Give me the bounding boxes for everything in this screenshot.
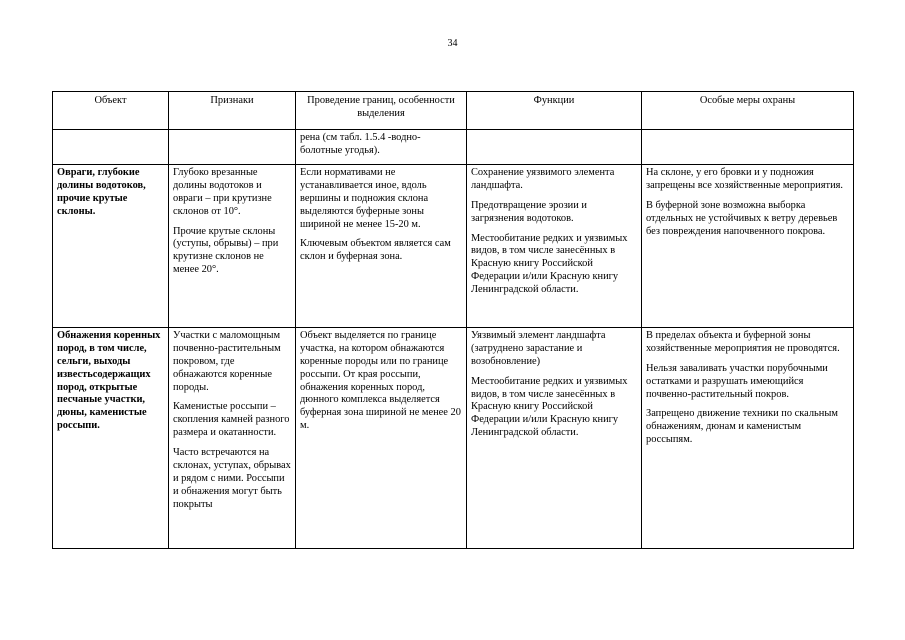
object-name: Овраги, глубокие долины водотоков, прочие крутые склоны. [57, 167, 146, 217]
table-row [53, 328, 854, 549]
object-name: Обнажения коренных пород, в том числе, сельги, выходы известьсодержащих пород, открытые песчаные участки, дюны, каменистые россыпи. [57, 330, 161, 432]
cell-boundaries [296, 130, 467, 165]
functions-paragraph: Сохранение уязвимого элемента ландшафта. [471, 167, 615, 191]
features-paragraph: Участки с маломощным почвенно-растительным покровом, где обнажаются коренные породы. [173, 330, 281, 393]
cell-measures [642, 165, 854, 328]
measures-paragraph: Запрещено движение техники по скальным обнажениям, дюнам и каменистым россыпям. [646, 408, 838, 446]
cell-measures [642, 328, 854, 549]
protection-measures-table [52, 91, 854, 549]
cell-features [169, 328, 296, 549]
features-paragraph: Глубоко врезанные долины водотоков и овраги – при крутизне склонов от 10°. [173, 167, 272, 217]
header-features: Признаки [169, 92, 296, 130]
cell-measures [642, 130, 854, 165]
table-header-row [53, 92, 854, 130]
features-paragraph: Часто встречаются на склонах, уступах, обрывах и рядом с ними. Россыпи и обнажения могут быть покрыты [173, 447, 291, 510]
cell-functions [467, 130, 642, 165]
cell-object [53, 328, 169, 549]
header-functions: Функции [467, 92, 642, 130]
cell-object [53, 165, 169, 328]
measures-paragraph: В буферной зоне возможна выборка отдельных не устойчивых к ветру деревьев без повреждения напочвенного покрова. [646, 199, 838, 237]
boundaries-paragraph: Если нормативами не устанавливается иное, вдоль вершины и подножия склона выделяются буферные зоны шириной не менее 15-20 м. [300, 167, 429, 230]
boundaries-paragraph: Объект выделяется по границе участка, на котором обнажаются коренные породы или по границе россыпи. От края россыпи, обнажения коренных пород, дюнного комплекса выделяется буферная зона шириной не менее 20 м. [300, 330, 461, 432]
header-boundaries: Проведение границ, особенности выделения [296, 92, 467, 130]
features-paragraph: Прочие крутые склоны (уступы, обрывы) – при крутизне склонов не менее 20°. [173, 225, 279, 276]
functions-paragraph: Уязвимый элемент ландшафта (затруднено зарастание и возобновление) [471, 330, 606, 367]
cell-text: рена (см табл. 1.5.4 -водно-болотные угодья). [300, 132, 421, 156]
page-number: 34 [447, 38, 458, 49]
cell-features [169, 165, 296, 328]
measures-paragraph: На склоне, у его бровки и у подножия запрещены все хозяйственные мероприятия. [646, 167, 844, 191]
header-object: Объект [53, 92, 169, 130]
boundaries-paragraph: Ключевым объектом является сам склон и буферная зона. [300, 238, 451, 263]
functions-paragraph: Предотвращение эрозии и загрязнения водотоков. [471, 199, 587, 224]
cell-features [169, 130, 296, 165]
cell-boundaries [296, 328, 467, 549]
cell-functions [467, 165, 642, 328]
measures-paragraph: Нельзя заваливать участки порубочными остатками и разрушать имеющийся почвенно-растительный покров. [646, 362, 828, 400]
cell-functions [467, 328, 642, 549]
functions-paragraph: Местообитание редких и уязвимых видов, в том числе занесённых в Красную книгу Российской Федерации и/или Красную книгу Ленинградской области. [471, 375, 628, 439]
table-row [53, 165, 854, 328]
functions-paragraph: Местообитание редких и уязвимых видов, в том числе занесённых в Красную книгу Российской Федерации и/или Красную книгу Ленинградской области. [471, 232, 628, 296]
header-measures: Особые меры охраны [642, 92, 854, 130]
features-paragraph: Каменистые россыпи – скопления камней разного размера и окатанности. [173, 401, 290, 439]
cell-object [53, 130, 169, 165]
table-row-continuation [53, 130, 854, 165]
cell-boundaries [296, 165, 467, 328]
measures-paragraph: В пределах объекта и буферной зоны хозяйственные мероприятия не проводятся. [646, 330, 840, 354]
